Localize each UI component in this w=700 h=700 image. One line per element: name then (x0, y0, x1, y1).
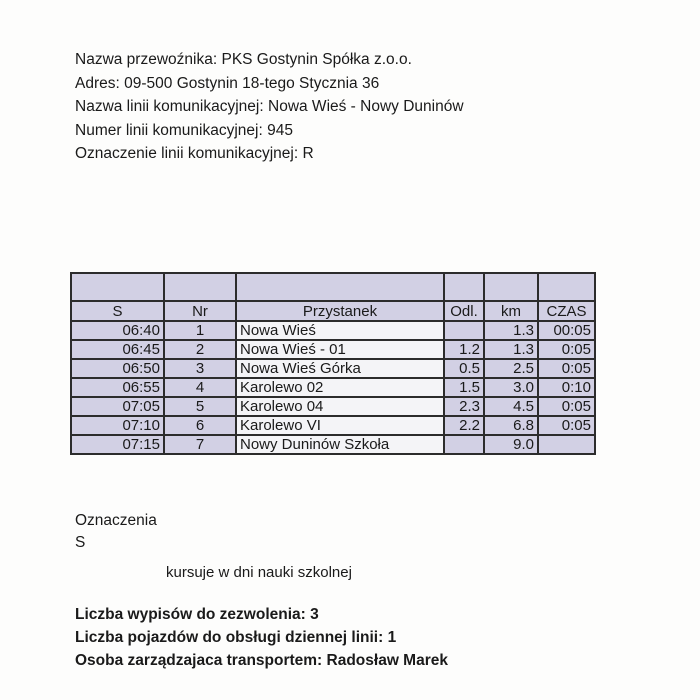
travel-time: 0:05 (538, 416, 595, 435)
column-header-czas: CZAS (538, 301, 595, 321)
table-row (71, 416, 595, 435)
distance (444, 321, 484, 340)
distance: 2.3 (444, 397, 484, 416)
line-mark-label: Oznaczenie linii komunikacyjnej: (75, 145, 299, 162)
travel-time: 0:10 (538, 378, 595, 397)
table-header-row (71, 301, 595, 321)
line-number-line (75, 119, 464, 143)
table-blank-row (71, 273, 595, 301)
stop-number: 1 (164, 321, 236, 340)
column-header-s: S (71, 301, 164, 321)
line-name-label: Nazwa linii komunikacyjnej: (75, 98, 264, 115)
km: 4.5 (484, 397, 538, 416)
table-row (71, 321, 595, 340)
vehicles-count: Liczba pojazdów do obsługi dziennej linii: 1 (75, 629, 397, 646)
carrier-line (75, 48, 464, 72)
carrier-label: Nazwa przewoźnika: (75, 51, 218, 68)
distance: 2.2 (444, 416, 484, 435)
table-row (71, 397, 595, 416)
transport-manager: Osoba zarządzajaca transportem: Radosław Marek (75, 652, 448, 669)
departure-time: 07:10 (71, 416, 164, 435)
distance: 1.5 (444, 378, 484, 397)
line-number-label: Numer linii komunikacyjnej: (75, 121, 263, 139)
km: 1.3 (484, 321, 538, 340)
line-number-value: 945 (267, 121, 293, 139)
stop-name: Nowy Duninów Szkoła (236, 435, 444, 454)
stop-name: Karolewo 02 (236, 378, 444, 397)
stop-number: 2 (164, 340, 236, 359)
stop-name: Karolewo 04 (236, 397, 444, 416)
carrier-value: PKS Gostynin Spółka z.o.o. (221, 51, 412, 68)
stop-number: 7 (164, 435, 236, 454)
travel-time: 0:05 (538, 397, 595, 416)
line-name-value: Nowa Wieś - Nowy Duninów (268, 98, 464, 115)
legend-symbol: S (75, 534, 86, 551)
stop-number: 3 (164, 359, 236, 378)
stop-number: 4 (164, 378, 236, 397)
km: 2.5 (484, 359, 538, 378)
stop-name: Nowa Wieś - 01 (236, 340, 444, 359)
departure-time: 07:05 (71, 397, 164, 416)
column-header-nr: Nr (164, 301, 236, 321)
column-header-km: km (484, 301, 538, 321)
stop-number: 5 (164, 397, 236, 416)
stop-name: Karolewo VI (236, 416, 444, 435)
km: 1.3 (484, 340, 538, 359)
departure-time: 06:50 (71, 359, 164, 378)
travel-time (538, 435, 595, 454)
travel-time: 00:05 (538, 321, 595, 340)
address-label: Adres: (75, 74, 120, 92)
stop-number: 6 (164, 416, 236, 435)
km: 9.0 (484, 435, 538, 454)
line-mark-line (75, 142, 464, 166)
address-value: 09-500 Gostynin 18-tego Stycznia 36 (124, 74, 380, 92)
legend-title: Oznaczenia (75, 512, 157, 529)
distance: 0.5 (444, 359, 484, 378)
line-name-line (75, 95, 464, 119)
table-row (71, 340, 595, 359)
address-line (75, 72, 464, 96)
departure-time: 06:55 (71, 378, 164, 397)
legend (75, 510, 352, 581)
km: 3.0 (484, 378, 538, 397)
footer-info (75, 603, 448, 672)
permits-count: Liczba wypisów do zezwolenia: 3 (75, 606, 319, 623)
carrier-info (75, 48, 464, 166)
timetable (70, 272, 596, 455)
travel-time: 0:05 (538, 359, 595, 378)
legend-description: kursuje w dni nauki szkolnej (166, 564, 352, 581)
km: 6.8 (484, 416, 538, 435)
departure-time: 06:45 (71, 340, 164, 359)
stop-name: Nowa Wieś Górka (236, 359, 444, 378)
column-header-odl: Odl. (444, 301, 484, 321)
distance (444, 435, 484, 454)
departure-time: 06:40 (71, 321, 164, 340)
table-row (71, 435, 595, 454)
departure-time: 07:15 (71, 435, 164, 454)
travel-time: 0:05 (538, 340, 595, 359)
column-header-stop: Przystanek (236, 301, 444, 321)
distance: 1.2 (444, 340, 484, 359)
stop-name: Nowa Wieś (236, 321, 444, 340)
table-row (71, 359, 595, 378)
table-row (71, 378, 595, 397)
line-mark-value: R (302, 145, 314, 162)
